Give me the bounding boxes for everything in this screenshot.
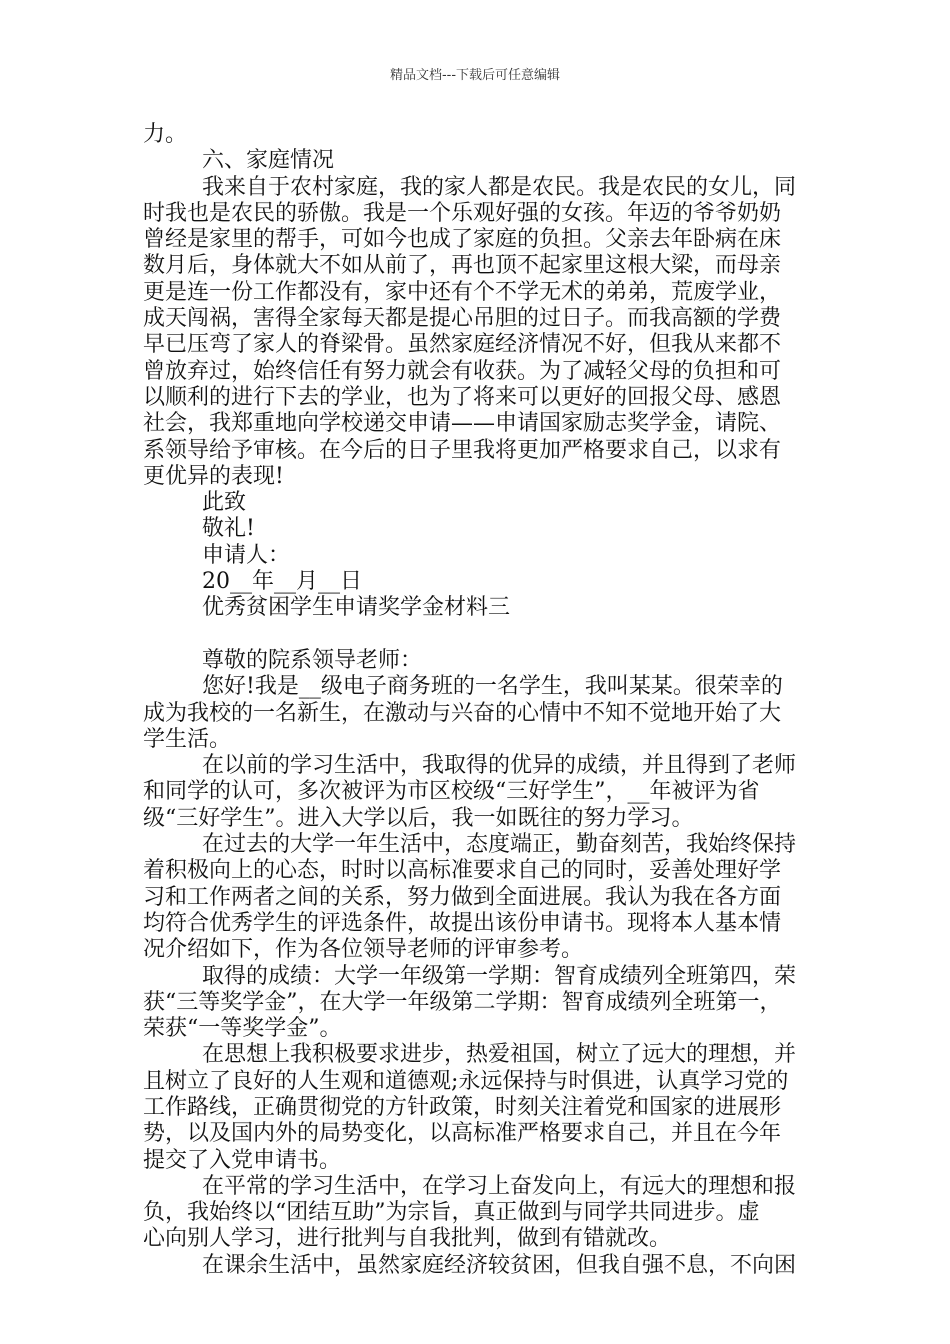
text-line: 以顺利的进行下去的学业，也为了将来可以更好的回报父母、感恩 bbox=[143, 384, 782, 410]
page-header: 精品文档---下载后可任意编辑 bbox=[389, 68, 561, 83]
blank-line bbox=[143, 622, 811, 648]
text-line: 取得的成绩：大学一年级第一学期：智育成绩列全班第四，荣 bbox=[202, 963, 797, 989]
text-line: 心向别人学习，进行批判与自我批判，做到有错就改。 bbox=[143, 1226, 672, 1252]
text-line: 着积极向上的心态，时时以高标准要求自己的同时，妥善处理好学 bbox=[143, 858, 782, 884]
document-body bbox=[143, 122, 811, 1279]
text-line: 均符合优秀学生的评选条件，故提出该份申请书。现将本人基本情 bbox=[143, 910, 782, 936]
text-line: 数月后，身体就大不如从前了，再也顶不起家里这根大梁，而母亲 bbox=[143, 253, 782, 279]
text-line: 提交了入党申请书。 bbox=[143, 1147, 342, 1173]
section-title: 优秀贫困学生申请奖学金材料三 bbox=[202, 595, 511, 621]
text-line: 社会，我郑重地向学校递交申请——申请国家励志奖学金，请院、 bbox=[143, 411, 782, 437]
text-line: 获“三等奖学金”，在大学一年级第二学期：智育成绩列全班第一， bbox=[143, 989, 782, 1015]
text-line: 和同学的认可，多次被评为市区校级“三好学生”，__年被评为省 bbox=[143, 779, 760, 805]
text-line: 成为我校的一名新生，在激动与兴奋的心情中不知不觉地开始了大 bbox=[143, 700, 782, 726]
text-line: 负，我始终以“团结互助”为宗旨，真正做到与同学共同进步。虚 bbox=[143, 1200, 760, 1226]
closing-line: 此致 bbox=[202, 490, 247, 516]
text-line: 在以前的学习生活中，我取得的优异的成绩，并且得到了老师 bbox=[202, 753, 797, 779]
applicant-line: 申请人： bbox=[202, 542, 291, 568]
text-line: 在过去的大学一年生活中，态度端正，勤奋刻苦，我始终保持 bbox=[202, 832, 797, 858]
closing-line: 敬礼! bbox=[202, 516, 255, 542]
text-line: 在平常的学习生活中，在学习上奋发向上，有远大的理想和报 bbox=[202, 1173, 797, 1199]
text-line: 在课余生活中，虽然家庭经济较贫困，但我自强不息，不向困 bbox=[202, 1252, 797, 1278]
text-line: 荣获“一等奖学金”。 bbox=[143, 1016, 342, 1042]
text-line: 学生活。 bbox=[143, 726, 232, 752]
text-line: 您好!我是__级电子商务班的一名学生，我叫某某。很荣幸的 bbox=[202, 674, 783, 700]
text-line: 我来自于农村家庭，我的家人都是农民。我是农民的女儿，同 bbox=[202, 174, 797, 200]
text-line: 系领导给予审核。在今后的日子里我将更加严格要求自己，以求有 bbox=[143, 437, 782, 463]
section-heading: 六、家庭情况 bbox=[202, 148, 335, 174]
text-line: 力。 bbox=[143, 122, 188, 147]
text-line: 工作路线，正确贯彻党的方针政策，时刻关注着党和国家的进展形 bbox=[143, 1094, 782, 1120]
text-line: 习和工作两者之间的关系，努力做到全面进展。我认为我在各方面 bbox=[143, 884, 782, 910]
date-line: 20__年__月__日 bbox=[202, 569, 362, 595]
text-line: 势，以及国内外的局势变化，以高标准严格要求自己，并且在今年 bbox=[143, 1121, 782, 1147]
text-line: 更是连一份工作都没有，家中还有个不学无术的弟弟，荒废学业， bbox=[143, 279, 782, 305]
text-line: 况介绍如下，作为各位领导老师的评审参考。 bbox=[143, 937, 584, 963]
text-line: 成天闯祸，害得全家每天都是提心吊胆的过日子。而我高额的学费 bbox=[143, 306, 782, 332]
salutation: 尊敬的院系领导老师： bbox=[202, 647, 423, 673]
text-line: 时我也是农民的骄傲。我是一个乐观好强的女孩。年迈的爷爷奶奶 bbox=[143, 200, 782, 226]
text-line: 级“三好学生”。进入大学以后，我一如既往的努力学习。 bbox=[143, 805, 694, 831]
text-line: 曾经是家里的帮手，可如今也成了家庭的负担。父亲去年卧病在床 bbox=[143, 227, 782, 253]
text-line: 早已压弯了家人的脊梁骨。虽然家庭经济情况不好，但我从来都不 bbox=[143, 332, 782, 358]
text-line: 且树立了良好的人生观和道德观;永远保持与时俱进，认真学习党的 bbox=[143, 1068, 789, 1094]
text-line: 更优异的表现! bbox=[143, 463, 284, 489]
text-line: 在思想上我积极要求进步，热爱祖国，树立了远大的理想，并 bbox=[202, 1042, 797, 1068]
text-line: 曾放弃过，始终信任有努力就会有收获。为了减轻父母的负担和可 bbox=[143, 358, 782, 384]
